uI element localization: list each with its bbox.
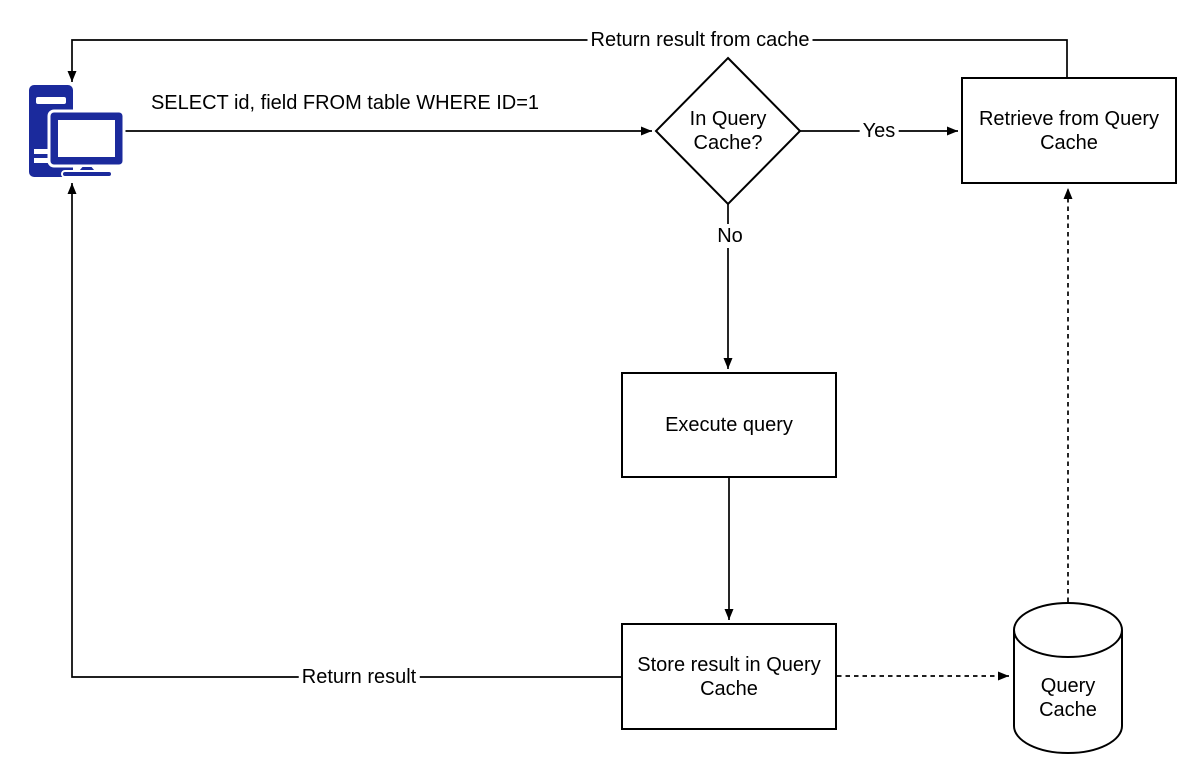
edge-label-return-from-cache: Return result from cache	[588, 28, 813, 52]
edge-return-from-cache	[72, 40, 1067, 82]
execute-query-box: Execute query	[621, 372, 837, 478]
edge-label-query: SELECT id, field FROM table WHERE ID=1	[148, 91, 542, 115]
edge-label-no: No	[714, 224, 746, 248]
desktop-computer-icon	[29, 85, 124, 177]
store-result-box: Store result in Query Cache	[621, 623, 837, 730]
edge-return-result	[72, 183, 621, 677]
retrieve-from-query-cache-box: Retrieve from Query Cache	[961, 77, 1177, 184]
decision-diamond-label: In Query Cache?	[689, 108, 767, 154]
database-cylinder-label: Query Cache	[1039, 675, 1097, 721]
edge-label-yes: Yes	[860, 119, 899, 143]
edge-label-return-result: Return result	[299, 665, 420, 689]
